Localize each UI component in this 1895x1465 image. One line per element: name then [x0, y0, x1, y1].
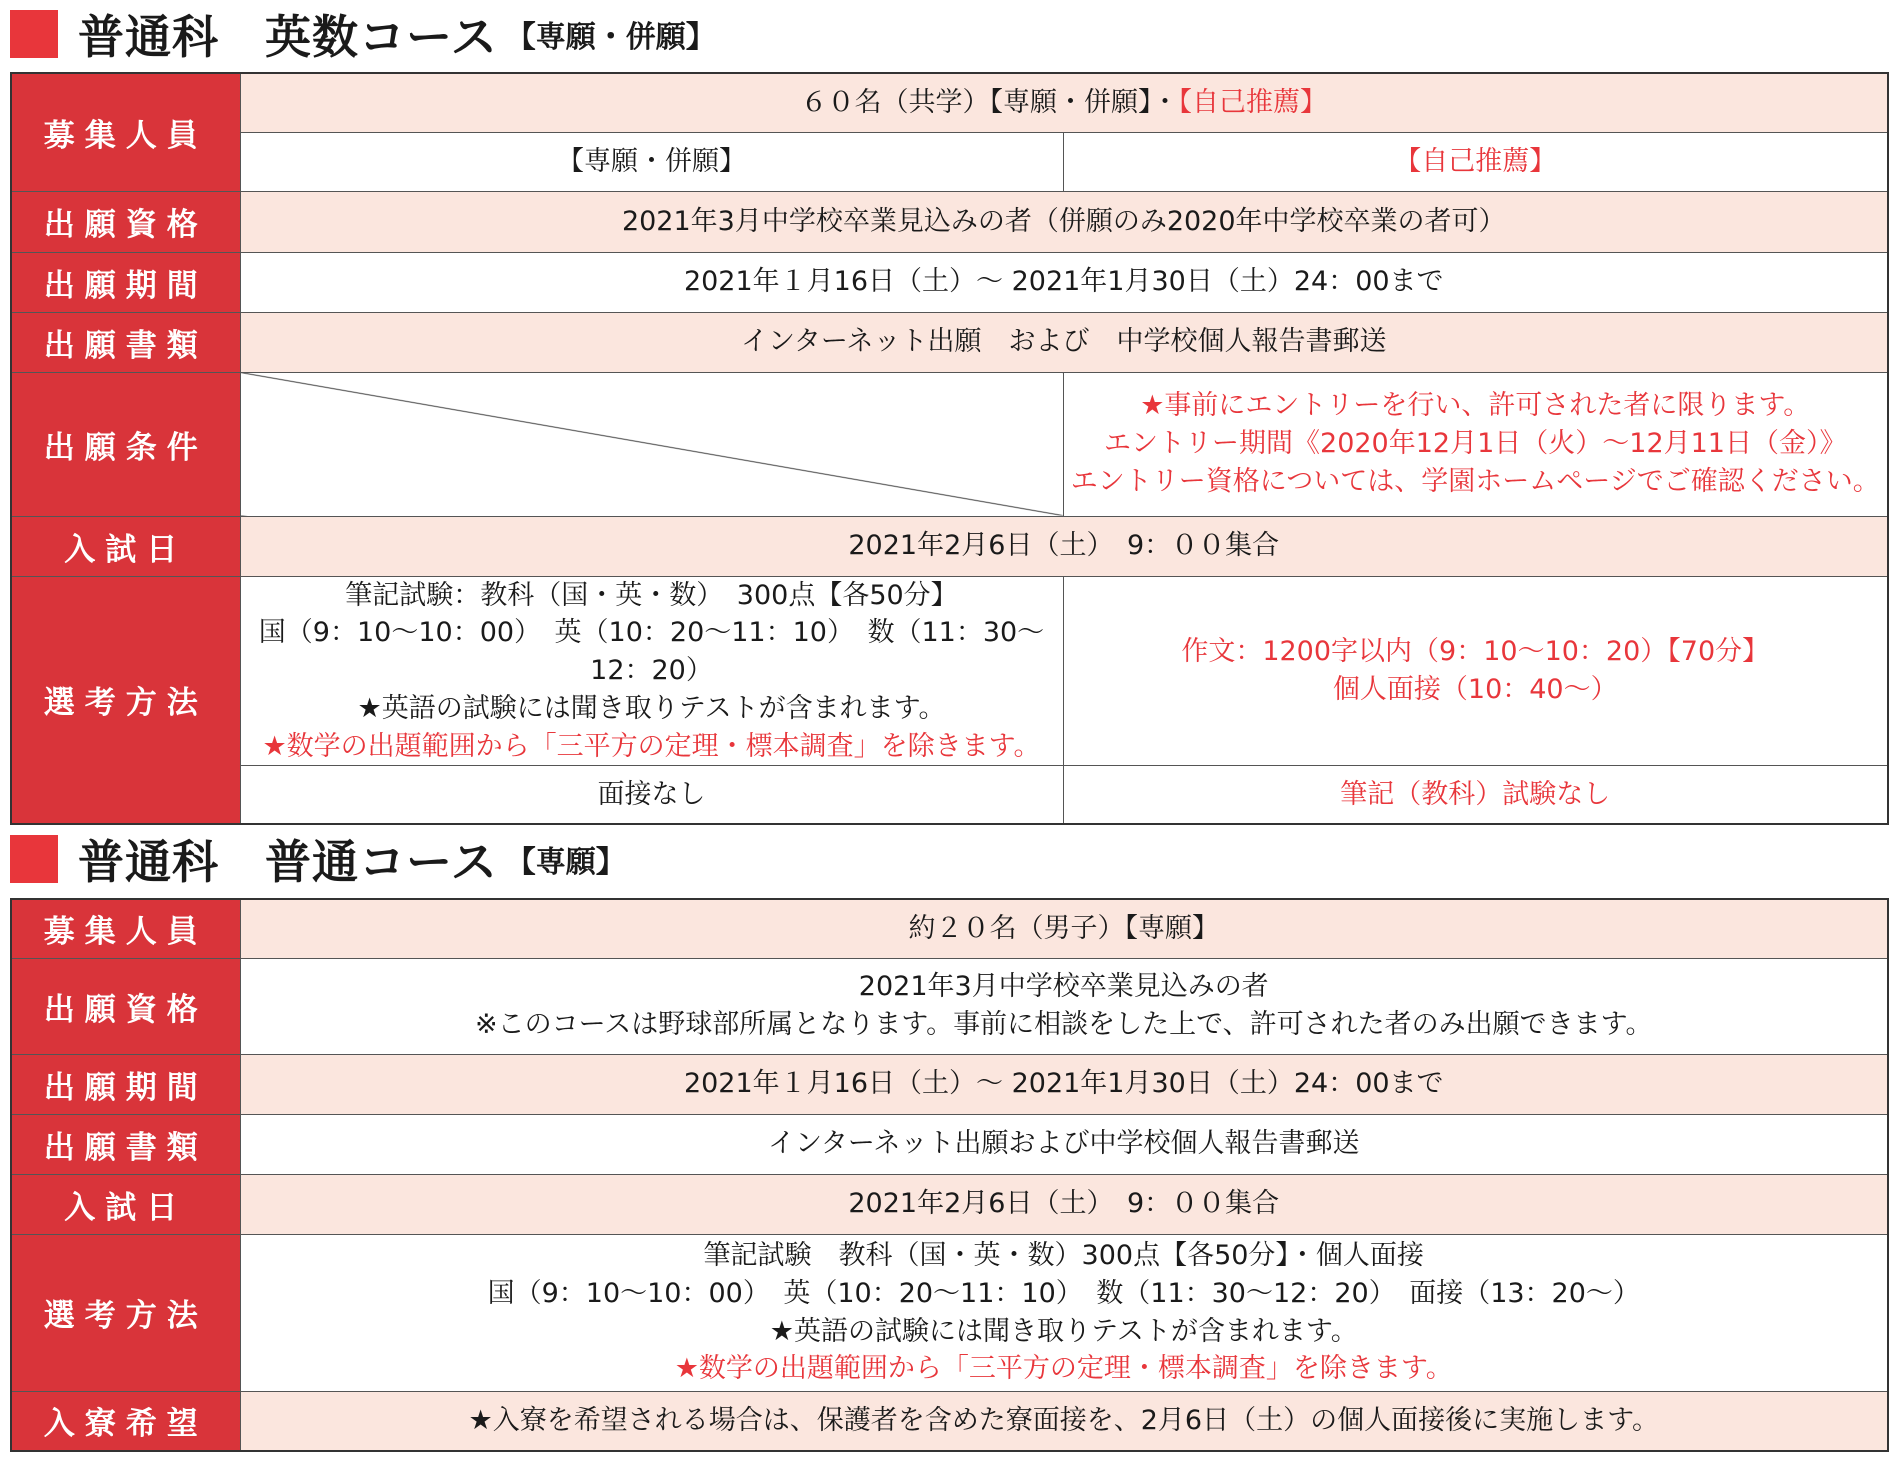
senko-right-line1: 作文：1200字以内（9：10～10：20）【70分】	[1181, 636, 1770, 668]
shorui-value: インターネット出願 および 中学校個人報告書郵送	[240, 312, 1888, 372]
shikaku-value: 2021年3月中学校卒業見込みの者（併願のみ2020年中学校卒業の者可）	[240, 191, 1888, 252]
senko-right	[1063, 576, 1888, 766]
boshu-value-main: ６０名（共学）【専願・併願】・	[800, 86, 1179, 118]
shikaku2-label: 出願資格	[11, 958, 240, 1054]
nyushi-label: 入試日	[11, 516, 240, 576]
section2-title-course: 普通コース	[265, 835, 498, 889]
shikaku2-line2: ※このコースは野球部所属となります。事前に相談をした上で、許可された者のみ出願できます。	[475, 1009, 1653, 1040]
kikan2-value: 2021年１月16日（土）～ 2021年1月30日（土）24：00まで	[240, 1054, 1888, 1114]
section2-table	[10, 898, 1889, 1452]
section1-title-main: 普通科	[78, 10, 219, 64]
kikan2-label: 出願期間	[11, 1054, 240, 1114]
boshu-sub-right: 【自己推薦】	[1063, 132, 1888, 191]
shorui-label: 出願書類	[11, 312, 240, 372]
shorui2-value: インターネット出願および中学校個人報告書郵送	[240, 1114, 1888, 1174]
senko-left-line1: 筆記試験：教科（国・英・数） 300点【各50分】	[345, 579, 958, 611]
kikan-label: 出願期間	[11, 252, 240, 312]
senko-left-line3: ★英語の試験には聞き取りテストが含まれます。	[357, 692, 946, 724]
boshu2-value: 約２０名（男子）【専願】	[240, 899, 1888, 958]
mensetsu-right: 筆記（教科）試験なし	[1063, 766, 1888, 824]
joken-left-diagonal	[240, 372, 1063, 516]
kikan-value: 2021年１月16日（土）～ 2021年1月30日（土）24：00まで	[240, 252, 1888, 312]
joken-right-line3: エントリー資格については、学園ホームページでご確認ください。	[1070, 465, 1880, 497]
shikaku2-value	[240, 958, 1888, 1054]
section1-title-course: 英数コース	[265, 10, 498, 64]
shikaku-label: 出願資格	[11, 191, 240, 252]
section1-title-type: 【専願・併願】	[505, 20, 716, 55]
section2-title-type: 【専願】	[505, 845, 626, 880]
shorui2-label: 出願書類	[11, 1114, 240, 1174]
senko-left	[240, 576, 1063, 766]
boshu-value	[240, 73, 1888, 132]
nyushi2-label: 入試日	[11, 1174, 240, 1234]
boshu-label: 募集人員	[11, 73, 240, 191]
section1-table	[10, 72, 1889, 825]
section2-heading	[10, 827, 626, 891]
shikaku2-line1: 2021年3月中学校卒業見込みの者	[858, 971, 1269, 1003]
senko-right-line2: 個人面接（10：40～）	[1332, 673, 1618, 705]
boshu-sub-left: 【専願・併願】	[240, 132, 1063, 191]
senko2-line4: ★数学の出題範囲から「三平方の定理・標本調査」を除きます。	[674, 1353, 1453, 1385]
red-square-icon	[10, 835, 58, 883]
senko2-value	[240, 1234, 1888, 1391]
nyushi-value: 2021年2月6日（土） 9：００集合	[240, 516, 1888, 576]
red-square-icon	[10, 10, 58, 58]
senko2-line1: 筆記試験 教科（国・英・数）300点【各50分】・個人面接	[703, 1239, 1424, 1271]
section1-heading	[10, 2, 716, 66]
nyuryo2-value: ★入寮を希望される場合は、保護者を含めた寮面接を、2月6日（土）の個人面接後に実施します。	[240, 1391, 1888, 1451]
mensetsu-left: 面接なし	[240, 766, 1063, 824]
senko-left-line2: 国（9：10～10：00） 英（10：20～11：10） 数（11：30～12：20）	[258, 617, 1045, 687]
nyushi2-value: 2021年2月6日（土） 9：００集合	[240, 1174, 1888, 1234]
senko-label: 選考方法	[11, 576, 240, 824]
senko2-line3: ★英語の試験には聞き取りテストが含まれます。	[769, 1315, 1358, 1347]
nyuryo2-label: 入寮希望	[11, 1391, 240, 1451]
senko2-label: 選考方法	[11, 1234, 240, 1391]
joken-label: 出願条件	[11, 372, 240, 516]
senko2-line2: 国（9：10～10：00） 英（10：20～11：10） 数（11：30～12：20） 面接（13：20～）	[487, 1277, 1640, 1309]
joken-right	[1063, 372, 1888, 516]
joken-right-line1: ★事前にエントリーを行い、許可された者に限ります。	[1140, 390, 1811, 422]
section2-title-main: 普通科	[78, 835, 219, 889]
boshu-value-red: 【自己推薦】	[1178, 86, 1327, 118]
boshu2-label: 募集人員	[11, 899, 240, 958]
senko-left-line4: ★数学の出題範囲から「三平方の定理・標本調査」を除きます。	[262, 730, 1041, 762]
joken-right-line2: エントリー期間《2020年12月1日（火）～12月11日（金）》	[1104, 428, 1847, 460]
